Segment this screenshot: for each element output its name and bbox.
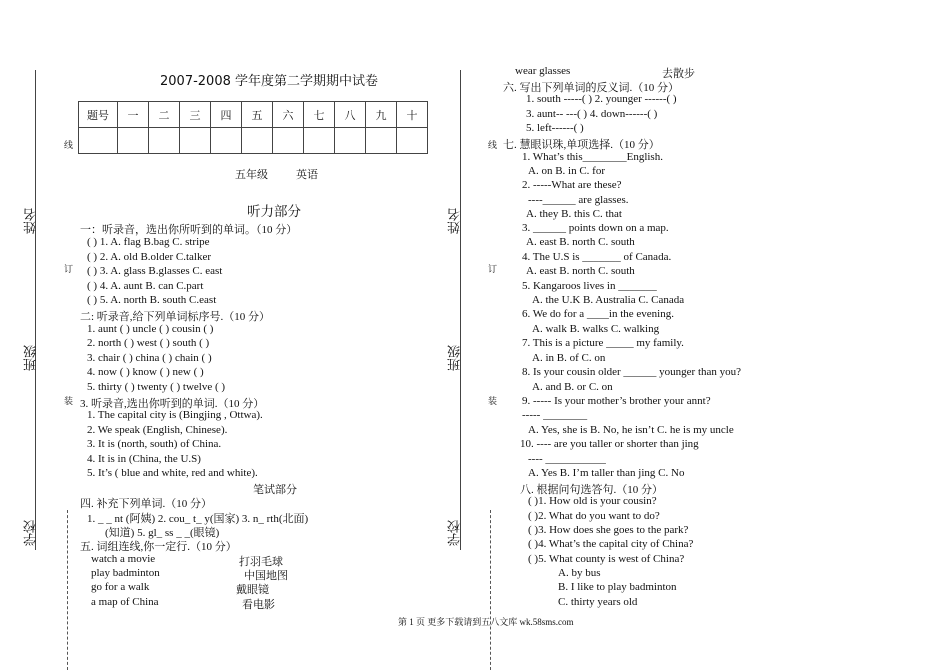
phrase-left: watch a movie [91,553,156,565]
written-section-title: 笔试部分 [253,484,297,496]
option-line: A. and B. or C. on [532,381,613,393]
question-line: 3. aunt-- ---( ) 4. down------( ) [526,108,658,120]
phrase-left: wear glasses [515,65,571,77]
score-blank-cell[interactable] [149,128,180,154]
question-line: 9. ----- Is your mother’s brother your annt? [522,395,711,407]
score-cell: 九 [366,102,397,128]
left-margin-dashline [67,510,68,670]
phrase-right: 看电影 [242,599,275,611]
question-line: ( )1. How old is your cousin? [528,495,657,507]
question-line: ( ) 4. A. aunt B. can C.part [87,280,204,292]
question-line: 1. What’s this________English. [522,151,663,163]
score-blank-cell[interactable] [79,128,118,154]
left-xian-mark: 线 [63,140,73,149]
score-blank-cell[interactable] [180,128,211,154]
option-line: A. walk B. walks C. walking [532,323,660,335]
question-line: 6. We do for a ____in the evening. [522,308,674,320]
question-line: 5. thirty ( ) twenty ( ) twelve ( ) [87,381,226,393]
score-blank-cell[interactable] [304,128,335,154]
score-cell: 题号 [79,102,118,128]
question-line: 2. We speak (English, Chinese). [87,424,228,436]
question-line: ( )5. What county is west of China? [528,553,685,565]
question-line: 3. ______ points down on a map. [522,222,669,234]
answer-line: ---- ___________ [528,453,606,465]
score-cell: 五 [242,102,273,128]
left-margin-line [35,70,36,550]
option-line: A. in B. of C. on [532,352,606,364]
question-line: ( ) 1. A. flag B.bag C. stripe [87,236,210,248]
question-line: 5. left------( ) [526,122,584,134]
exam-title: 2007-2008 学年度第二学期期中试卷 [160,74,378,89]
option-line: A. Yes B. I’m taller than jing C. No [528,467,685,479]
question-line: 2. north ( ) west ( ) south ( ) [87,337,210,349]
question-line: 4. It is in (China, the U.S) [87,453,201,465]
question-line: 1. aunt ( ) uncle ( ) cousin ( ) [87,323,214,335]
score-blank-cell[interactable] [335,128,366,154]
left-name-label: 姓名 [24,208,39,234]
subject-label: 英语 [296,168,318,181]
option-line: A. east B. north C. south [526,236,635,248]
score-blank-cell[interactable] [366,128,397,154]
mid-zhuang-mark: 装 [487,396,497,405]
score-table-header-row [79,102,428,128]
answer-choice: C. thirty years old [558,596,638,608]
question-line: 10. ---- are you taller or shorter than jing [520,438,699,450]
score-blank-cell[interactable] [211,128,242,154]
question-line: ( ) 3. A. glass B.glasses C. east [87,265,223,277]
question-line: 8. Is your cousin older ______ younger than you? [522,366,742,378]
answer-choice: B. I like to play badminton [558,581,677,593]
score-cell: 三 [180,102,211,128]
section-heading: 二: 听录音,给下列单词标序号.（10 分） [80,311,271,323]
option-line: A. east B. north C. south [526,265,635,277]
section-heading: 3. 听录音,选出你听到的单词.（10 分） [80,398,265,410]
phrase-right: 戴眼镜 [236,584,269,596]
question-line: ( ) 2. A. old B.older C.talker [87,251,212,263]
score-blank-cell[interactable] [273,128,304,154]
answer-line: ----- ________ [522,409,588,421]
page-footer: 第 1 页 更多下载请到五八文库 wk.58sms.com [398,617,574,627]
mid-class-label: 班级 [448,345,463,371]
section-heading: 八. 根据问句选答句.（10 分） [520,484,663,496]
question-line: ( )3. How does she goes to the park? [528,524,689,536]
score-cell: 七 [304,102,335,128]
mid-xian-mark: 线 [487,140,497,149]
phrase-right: 打羽毛球 [239,556,283,568]
question-line: ----______ are glasses. [528,194,629,206]
section-heading: 七. 慧眼识珠,单项选择.（10 分） [503,139,660,151]
question-line: 5. It’s ( blue and white, red and white). [87,467,258,479]
question-line: 2. -----What are these? [522,179,622,191]
score-cell: 二 [149,102,180,128]
answer-choice: A. by bus [558,567,601,579]
mid-margin-line [460,70,461,550]
left-zhuang-mark: 装 [63,396,73,405]
listening-section-title: 听力部分 [247,204,301,220]
grade-label: 五年级 [235,168,268,181]
option-line: A. the U.K B. Australia C. Canada [532,294,685,306]
mid-margin-dashline [490,510,491,670]
question-line: 1. _ _ nt (阿姨) 2. cou_ t_ y(国家) 3. n_ rth(北面) [87,513,309,525]
question-line: 1. south -----( ) 2. younger ------( ) [526,93,677,105]
phrase-left: a map of China [91,596,159,608]
question-line: 3. chair ( ) china ( ) chain ( ) [87,352,212,364]
question-line: 4. now ( ) know ( ) new ( ) [87,366,204,378]
score-cell: 一 [118,102,149,128]
question-line: 4. The U.S is _______ of Canada. [522,251,672,263]
score-table [78,101,428,154]
score-blank-cell[interactable] [118,128,149,154]
phrase-left: go for a walk [91,581,150,593]
question-line: 5. Kangaroos lives in _______ [522,280,657,292]
score-cell: 四 [211,102,242,128]
score-cell: 十 [397,102,428,128]
question-line: ( )2. What do you want to do? [528,510,660,522]
left-class-label: 班级 [24,345,39,371]
score-cell: 六 [273,102,304,128]
phrase-left: play badminton [91,567,160,579]
section-heading: 六. 写出下列单词的反义词.（10 分） [503,82,679,94]
section-heading: 四. 补充下列单词.（10 分） [80,498,212,510]
question-line: 1. The capital city is (Bingjing , Ottwa). [87,409,263,421]
section-heading: 五. 词组连线,你一定行.（10 分） [80,541,237,553]
score-table-blank-row [79,128,428,154]
phrase-right: 去散步 [662,68,695,80]
section-heading: 一：听录音，选出你所听到的单词。（10 分） [80,224,298,236]
option-line: A. Yes, she is B. No, he isn’t C. he is my uncle [528,424,734,436]
mid-name-label: 姓名 [448,208,463,234]
question-line: ( ) 5. A. north B. south C.east [87,294,217,306]
question-line: 7. This is a picture _____ my family. [522,337,684,349]
option-line: A. on B. in C. for [528,165,605,177]
mid-school-label: 学校 [448,520,463,546]
left-ding-mark: 订 [63,264,73,273]
phrase-right: 中国地图 [244,570,288,582]
question-line: ( )4. What’s the capital city of China? [528,538,694,550]
option-line: A. they B. this C. that [526,208,622,220]
score-blank-cell[interactable] [397,128,428,154]
question-line: 3. It is (north, south) of China. [87,438,222,450]
mid-ding-mark: 订 [487,264,497,273]
left-school-label: 学校 [24,520,39,546]
score-cell: 八 [335,102,366,128]
question-line: (知道) 5. gl_ ss _ _(眼镜) [105,527,220,539]
score-blank-cell[interactable] [242,128,273,154]
